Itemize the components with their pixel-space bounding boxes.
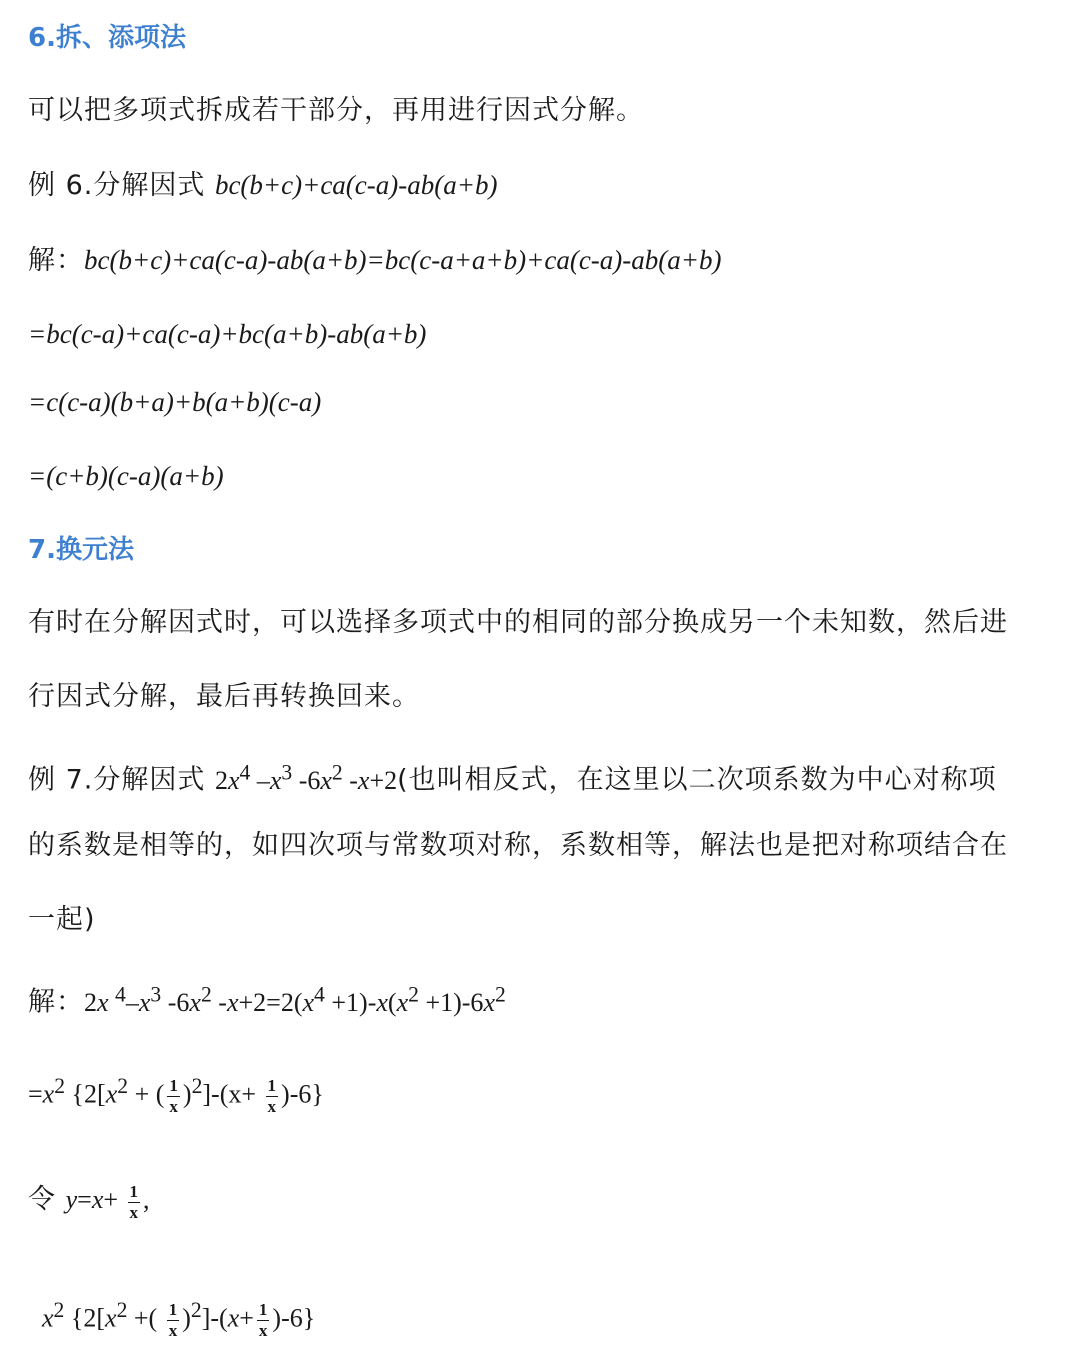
solution-7	[28, 974, 1060, 1023]
substitution-expression: y=x+ $\frac{1}{x}$ ,	[65, 1181, 150, 1222]
solution-6-label: 解：	[28, 245, 84, 276]
solution-7-expression: 2x $^4-x^3$ $-6x^2$ $-x+2=2(x^4 +1)-x(x^2 +1)-6x^2$	[84, 982, 506, 1017]
example-6-label: 例 6.分解因式	[28, 170, 215, 201]
substitution-line	[28, 1180, 1060, 1223]
example-7-note-line-2: 的系数是相等的，如四次项与常数项对称，系数相等，解法也是把对称项结合在	[28, 830, 1008, 861]
solution-7-step-2: $x^2$ {$2[x^2$ +( $\frac{1}{x}$ )$^2$]-(x+ $\frac{1}{x}$ )-6}	[42, 1298, 316, 1341]
solution-6-step-2: =c(c-a)(b+a)+b(a+b)(c-a)	[28, 387, 322, 417]
solution-7-label: 解：	[28, 986, 84, 1018]
section-7-description-line-2: 行因式分解，最后再转换回来。	[28, 681, 420, 712]
solution-6-step-3: =(c+b)(c-a)(a+b)	[28, 461, 224, 491]
section-6-heading: 6.拆、添项法	[28, 23, 186, 53]
example-7	[28, 752, 1060, 801]
substitution-label: 令	[28, 1184, 66, 1215]
example-7-expression: $2x^4$ $-x^3$ $-6x^2$ -x+2	[214, 760, 398, 795]
solution-6-expression: bc(b+c)+ca(c-a)-ab(a+b)=bc(c-a+a+b)+ca(c-a)-ab(a+b)	[84, 245, 722, 275]
solution-7-step-1: $=x^2$ {$2[x^2$ + ( $\frac{1}{x}$ )$^2$]-(x+ $\frac{1}{x}$ )-6}	[28, 1074, 324, 1117]
example-7-note-line-3: 一起)	[28, 904, 96, 935]
example-7-label: 例 7.分解因式	[28, 764, 215, 796]
example-6	[28, 165, 1060, 206]
example-7-note-line-1: (也叫相反式，在这里以二次项系数为中心对称项	[397, 764, 997, 796]
section-7-description-line-1: 有时在分解因式时，可以选择多项式中的相同的部分换成另一个未知数，然后进	[28, 607, 1008, 638]
solution-6-step-1: =bc(c-a)+ca(c-a)+bc(a+b)-ab(a+b)	[28, 319, 427, 349]
example-6-expression: bc(b+c)+ca(c-a)-ab(a+b)	[214, 170, 498, 200]
section-7-heading: 7.换元法	[28, 535, 134, 565]
solution-6	[28, 240, 1060, 281]
section-6-description: 可以把多项式拆成若干部分，再用进行因式分解。	[28, 95, 644, 126]
